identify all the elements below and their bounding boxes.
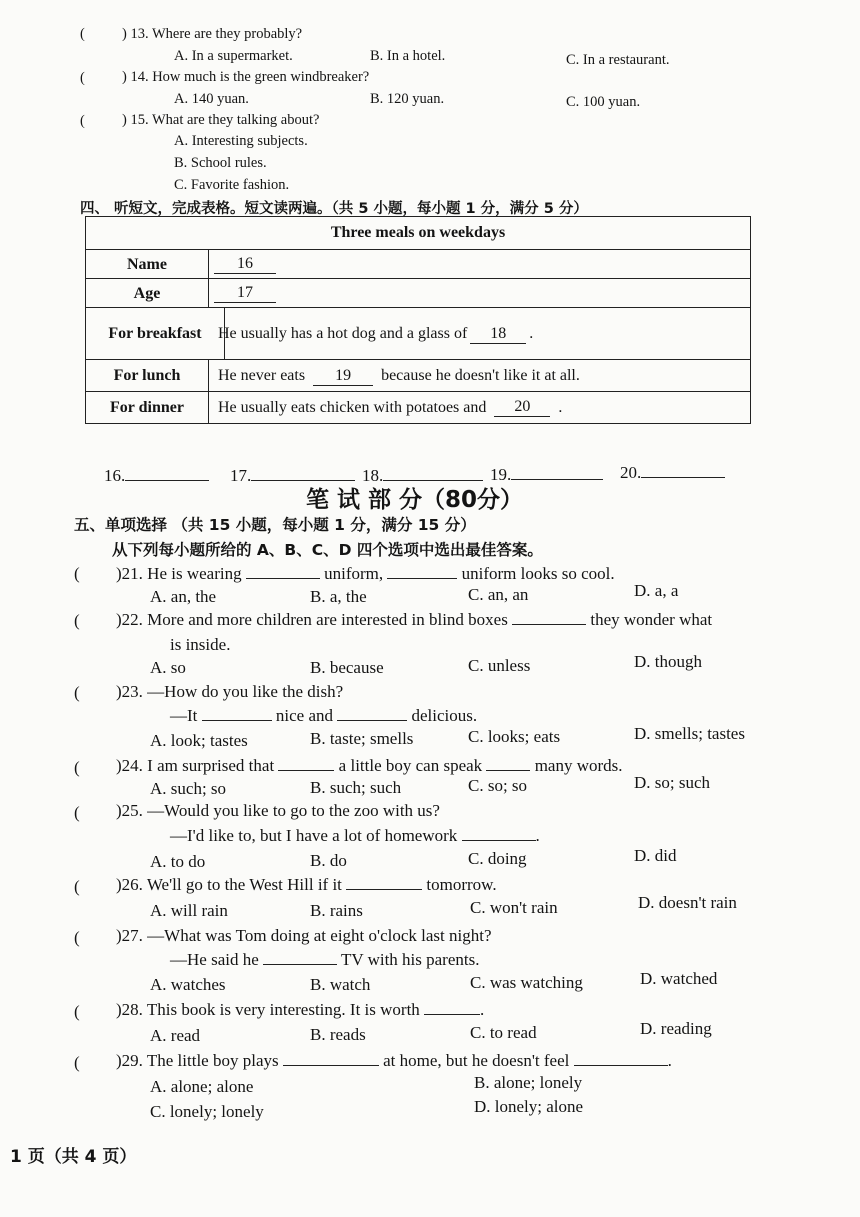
option-b: B. a, the <box>310 587 367 606</box>
row-text-after: . <box>558 398 563 416</box>
q13-option-c: C. In a restaurant. <box>566 52 670 68</box>
table-title: Three meals on weekdays <box>330 224 506 241</box>
q15-option-c: C. Favorite fashion. <box>174 177 290 193</box>
option-d: D. watched <box>640 969 718 988</box>
option-a: A. so <box>150 658 186 677</box>
option-c: C. unless <box>468 656 531 675</box>
option-c: C. lonely; lonely <box>150 1102 264 1121</box>
option-b: B. alone; lonely <box>474 1073 583 1092</box>
section-4-heading: 四、 听短文，完成表格。短文读两遍。（共 5 小题，每小题 1 分，满分 5 分） <box>80 201 588 217</box>
answer-paren: ( <box>80 113 85 129</box>
blank-16: 16 <box>214 255 276 274</box>
q13-option-a: A. In a supermarket. <box>174 48 293 64</box>
table-row-age <box>86 278 750 308</box>
option-d: D. so; such <box>634 773 711 792</box>
page-footer: 1 页（共 4 页） <box>10 1147 137 1167</box>
question-15-stem: ) 15. What are they talking about? <box>122 112 320 128</box>
row-value <box>218 392 742 423</box>
option-d: D. smells; tastes <box>634 724 745 743</box>
option-c: C. doing <box>468 849 527 868</box>
question-stem: )26. We'll go to the West Hill if it tomorrow. <box>116 875 497 894</box>
blank-17: 17 <box>214 284 276 303</box>
option-c: C. won't rain <box>470 898 558 917</box>
option-b: B. rains <box>310 901 363 920</box>
section-5-instruction: 从下列每小题所给的 A、B、C、D 四个选项中选出最佳答案。 <box>112 541 543 559</box>
row-value <box>218 250 742 279</box>
option-c: C. an, an <box>468 585 529 604</box>
answer-paren: ( <box>74 758 80 777</box>
option-c: C. looks; eats <box>468 727 561 746</box>
option-d: D. a, a <box>634 581 679 600</box>
option-c: C. was watching <box>470 973 583 992</box>
blank-18: 18 <box>470 325 526 344</box>
option-d: D. reading <box>640 1019 712 1038</box>
question-stem: )25. —Would you like to go to the zoo with us? <box>116 801 440 820</box>
row-label: For breakfast <box>86 308 225 360</box>
option-a: A. read <box>150 1026 201 1045</box>
question-stem: )27. —What was Tom doing at eight o'clock last night? <box>116 926 492 945</box>
option-b: B. such; such <box>310 778 402 797</box>
answer-blank-18[interactable]: 18. <box>362 466 483 486</box>
option-b: B. do <box>310 851 347 870</box>
option-b: B. watch <box>310 975 371 994</box>
option-a: A. will rain <box>150 901 228 920</box>
row-label: Age <box>86 279 209 308</box>
answer-blank-19[interactable]: 19. <box>490 465 603 485</box>
option-d: D. did <box>634 846 677 865</box>
answer-paren: ( <box>74 564 80 583</box>
answer-blank-20[interactable]: 20. <box>620 463 725 483</box>
option-c: C. to read <box>470 1023 537 1042</box>
answer-paren: ( <box>80 70 85 86</box>
q14-option-b: B. 120 yuan. <box>370 91 445 107</box>
row-text-after: because he doesn't like it at all. <box>381 367 580 384</box>
question-stem: )22. More and more children are interested in blind boxes they wonder what <box>116 610 713 629</box>
row-value <box>218 308 742 360</box>
question-14-stem: ) 14. How much is the green windbreaker? <box>122 69 370 85</box>
question-stem: )29. The little boy plays at home, but he doesn't feel . <box>116 1051 672 1070</box>
option-a: A. such; so <box>150 779 227 798</box>
option-a: A. alone; alone <box>150 1077 254 1096</box>
q14-option-c: C. 100 yuan. <box>566 94 641 110</box>
answer-paren: ( <box>74 803 80 822</box>
row-text-after: . <box>529 325 534 342</box>
option-a: A. watches <box>150 975 226 994</box>
table-row-lunch <box>86 359 750 392</box>
option-a: A. an, the <box>150 587 217 606</box>
answer-paren: ( <box>74 928 80 947</box>
row-text-before: He usually has a hot dog and a glass of <box>218 325 468 342</box>
blank-20: 20 <box>494 398 550 417</box>
answer-paren: ( <box>74 611 80 630</box>
table-row-dinner <box>86 391 750 423</box>
answer-paren: ( <box>74 1002 80 1021</box>
question-stem-cont: —He said he TV with his parents. <box>170 950 480 969</box>
row-label: Name <box>86 250 209 279</box>
q15-option-b: B. School rules. <box>174 155 267 171</box>
meal-table <box>85 216 751 424</box>
option-b: B. reads <box>310 1025 366 1044</box>
row-text-before: He never eats <box>218 367 306 384</box>
table-row-name <box>86 249 750 279</box>
answer-paren: ( <box>74 877 80 896</box>
option-a: A. to do <box>150 852 206 871</box>
blank-19: 19 <box>313 367 373 386</box>
answer-paren: ( <box>74 683 80 702</box>
answer-blank-17[interactable]: 17. <box>230 466 355 486</box>
option-b: B. taste; smells <box>310 729 414 748</box>
answer-paren: ( <box>74 1053 80 1072</box>
q14-option-a: A. 140 yuan. <box>174 91 249 107</box>
row-value <box>218 279 742 308</box>
section-5-heading: 五、单项选择 （共 15 小题，每小题 1 分，满分 15 分） <box>74 516 476 534</box>
option-d: D. lonely; alone <box>474 1097 584 1116</box>
q13-option-b: B. In a hotel. <box>370 48 446 64</box>
row-value <box>218 360 742 392</box>
option-d: D. doesn't rain <box>638 893 737 912</box>
question-stem: )23. —How do you like the dish? <box>116 682 344 701</box>
table-row-breakfast <box>86 307 750 360</box>
option-d: D. though <box>634 652 702 671</box>
question-13-stem: ) 13. Where are they probably? <box>122 26 303 42</box>
row-label: For dinner <box>86 392 209 423</box>
q15-option-a: A. Interesting subjects. <box>174 133 308 149</box>
row-label: For lunch <box>86 360 209 392</box>
question-stem: )28. This book is very interesting. It is worth . <box>116 1000 485 1019</box>
option-a: A. look; tastes <box>150 731 248 750</box>
question-stem-cont: —I'd like to, but I have a lot of homework . <box>170 826 540 845</box>
question-stem-cont: —It nice and delicious. <box>170 706 478 725</box>
question-stem-cont: is inside. <box>170 635 231 654</box>
question-stem: )21. He is wearing uniform, uniform looks so cool. <box>116 564 615 583</box>
row-text-before: He usually eats chicken with potatoes and <box>218 398 487 416</box>
written-part-title: 笔 试 部 分（80分） <box>306 487 524 513</box>
option-b: B. because <box>310 658 384 677</box>
answer-paren: ( <box>80 26 85 42</box>
option-c: C. so; so <box>468 776 528 795</box>
answer-blank-16[interactable]: 16. <box>104 466 209 486</box>
question-stem: )24. I am surprised that a little boy can speak many words. <box>116 756 623 775</box>
